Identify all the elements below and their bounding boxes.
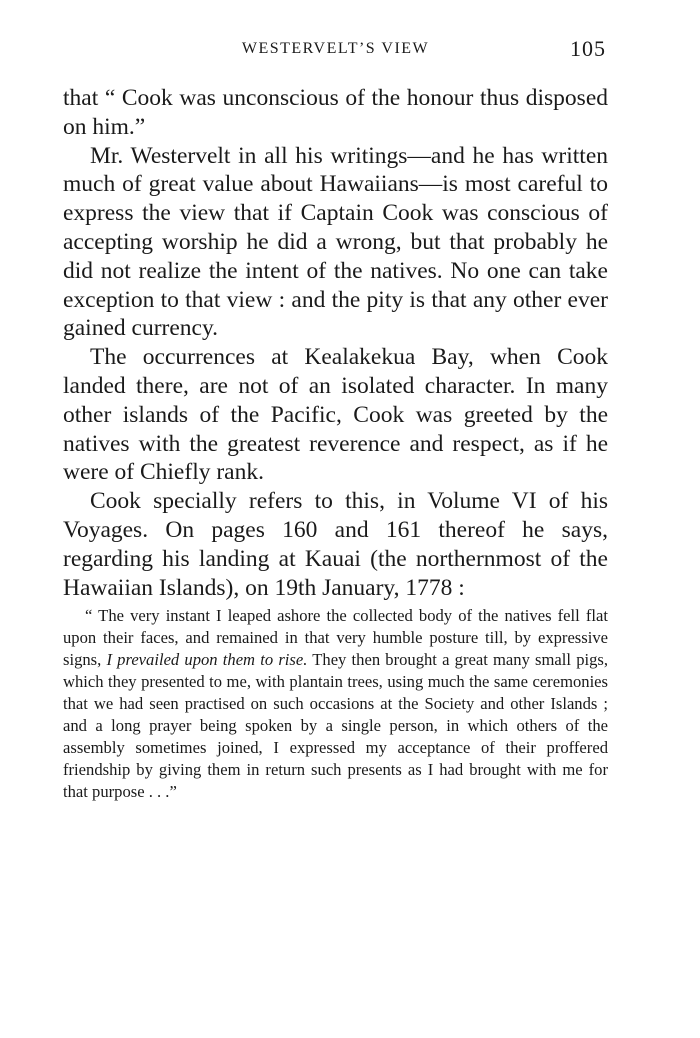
paragraph-voyages: Cook specially refers to this, in Volume VI of his Voyages. On pages 160 and 161 thereof he says, regarding his landing at Kauai (the northernmost of the Hawaiian Islands), on 19th January, 1778 : [63,488,608,601]
running-title: WESTERVELT’S VIEW [241,40,430,57]
running-head [63,34,608,64]
quote-text-start: “ The very instant I leaped ashore the collected body of the natives fell flat upon their faces, and remained in that very humble posture till, by expressive signs, [63,606,608,670]
quote-italic-text: I prevailed upon them to rise. [106,650,308,670]
page-number: 105 [570,36,606,61]
quote-text-end: They then brought a great many small pigs, which they presented to me, with plantain trees, using much the same ceremonies that we had seen practised on such occasions at the Society and other Islands ; and a long prayer being spoken by a single person, in which others of the assembly sometimes joined, I expressed my acceptance of their proffered friendship by giving them in return such presents as I had brought with me for that purpose . . .” [63,650,609,801]
paragraph-continuation: that “ Cook was unconscious of the honour thus disposed on him.” [63,85,608,140]
paragraph-kealakekua: The occurrences at Kealakekua Bay, when Cook landed there, are not of an isolated character. In many other islands of the Pacific, Cook was greeted by the natives with the greatest reverence and respect, as if he were of Chiefly rank. [63,344,608,486]
book-page [63,34,608,803]
quote-paragraph [63,605,608,802]
paragraph-westervelt: Mr. Westervelt in all his writings—and he has written much of great value about Hawaiians—is most careful to express the view that if Captain Cook was conscious of accepting worship he did a wrong, but that probably he did not realize the intent of the natives. No one can take exception to that view : and the pity is that any other ever gained currency. [63,142,608,342]
body-text [63,84,608,602]
block-quote [63,605,608,802]
